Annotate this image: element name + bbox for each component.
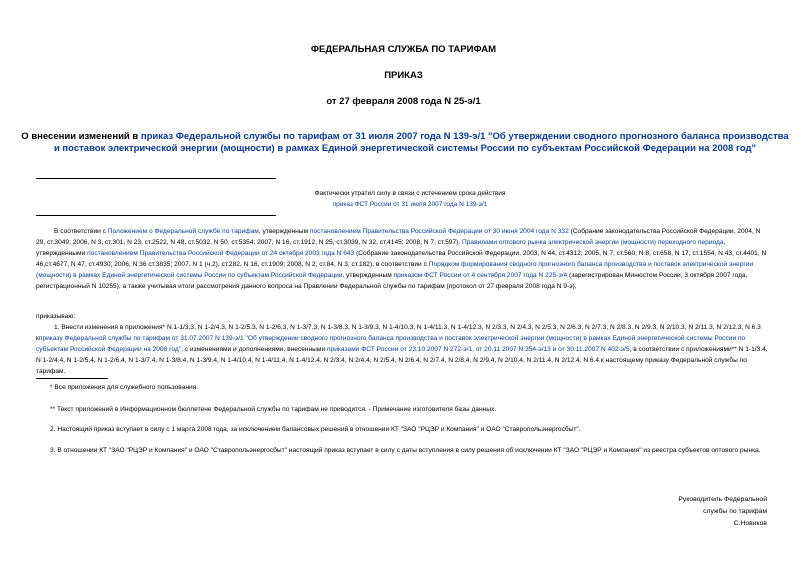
orders-label: приказываю: (36, 313, 76, 320)
link-resolution-643[interactable]: постановлением Правительства Российской Федерации от 24 октября 2003 года N 643 (87, 250, 355, 257)
text: 1. Внести изменения в приложения* N 1-1/3.3, N 1-2/4.3, N 1-2/5.3, N 1-2/6.3, N 1-3/7.3, N 1-3/8.3, N 1-3/9.3, N 1-4/10.3, N 1-4/11.3, N 1-4/12.3, N 2/3.3, N 2/4.3, N 2/5.3, N 2/6.3, N 2/7.3, N 2/8.3, N 2/9.3, N 2/10.3, N 2/11.3, N 2/12.3, N 6.3 к (36, 324, 761, 342)
document-date-number: от 27 февраля 2008 года N 25-э/1 (326, 96, 481, 107)
agency-name: ФЕДЕРАЛЬНАЯ СЛУЖБА ПО ТАРИФАМ (310, 44, 497, 55)
title-prefix: О внесении изменений в (21, 131, 141, 142)
footnote-1: * Все приложения для служебного пользования. (50, 384, 199, 391)
link-order-225[interactable]: приказом ФСТ России от 4 сентября 2007 года N 225-э/4 (393, 272, 568, 279)
text: (зарегистрирован Минюстом России, 3 октября 2007 года, регистрационный N 10255), а также учитывая итоги рассмотрения данного вопроса на Правлении Федеральной службы по тарифам (протокол от 27 февраля 2008 года N 9-э), (36, 272, 748, 290)
title-link[interactable]: приказ Федеральной службы по тарифам от 31 июля 2007 года N 139-э/1 "Об утверждении сводного прогнозного баланса производства и поставок электрической энергии (мощности) в рамках Единой энергетической системы России по субъектам Российской Федерации на 2008 год" (53, 131, 789, 154)
link-regulation[interactable]: Положением о Федеральной службе по тарифам (107, 228, 259, 235)
link-market-rules[interactable]: Правилами оптового рынка электрической энергии (мощности) переходного периода (462, 239, 724, 246)
signature-block (678, 494, 767, 530)
document-title (20, 131, 790, 155)
signature-name: С.Новиков (733, 520, 767, 527)
link-amending-orders[interactable]: приказами ФСТ России от 23.10.2007 N 272-э/1, от 20.11.2007 N 354-э/13 и от 30.11.2007 N 402-э/5 (326, 346, 630, 353)
text: , в соответствии с приложениями** N 1-1/3.4, N 1-2/4.4, N 1-2/5.4, N 1-2/6.4, N 1-3/7.4, N 1-3/8.4, N 1-3/9.4, N 1-4/10.4, N 1-4/11.4, N 1-4/12.4, N 2/3.4, N 2/4.4, N 2/5.4, N 2/6.4, N 2/7.4, N 2/8.4, N 2/9.4, N 2/10.4, N 2/11.4, N 2/12.4, N 6.4 к настоящему приказу Федеральной службы по тарифам. (36, 346, 768, 375)
item-3: 3. В отношении КТ "ЗАО "РЦЭР и Компания" и ОАО "Ставропольэнергосбыт" настоящий приказ вступает в силу с даты вступления в силу решения об исключении КТ "ЗАО "РЦЭР и Компания" из реестра субъектов оптового рынка. (50, 447, 761, 454)
divider-top (36, 178, 276, 179)
expired-note (200, 188, 620, 210)
text: (Собрание законодательства Российской Федерации, 2003, N 44, ст.4312; 2005, N 7, ст.560, N 8, ст.658, N 17, ст.1554, N 43, ст.4401, N 46,ст.4677, N 47, ст.4930; 2006, N 36 ст.3835; 2007, N 1 (ч.2), ст.282, N 16, ст.1909; 2008, N 2, ст.84, N 3, ст.182), в соответствии с (36, 250, 767, 268)
signature-org: службы по тарифам (703, 508, 767, 515)
text: , утвержденным (258, 228, 310, 235)
text: В соответствии с (54, 228, 108, 235)
link-order-139[interactable]: приказу Федеральной службы по тарифам от 31.07.2007 N 139-э/1 "Об утверждении сводного прогнозного баланса производства и поставок электрической энергии (мощности) в рамках Единой энергетической системы России по субъектам Российской Федерации на 2008 год" (36, 335, 746, 353)
expired-line: Фактически утратил силу в связи с истечением срока действия (314, 190, 506, 197)
link-balance-procedure[interactable]: Порядком формирования сводного прогнозного баланса производства и поставок электрической энергии (мощности) в рамках Единой энергетической системы России по субъектам Российской Федерации (36, 261, 754, 279)
preamble-paragraph (36, 226, 769, 292)
expired-link[interactable]: приказ ФСТ России от 31 июля 2007 года N 139-э/1 (332, 201, 488, 208)
link-resolution-332[interactable]: постановлением Правительства Российской Федерации от 30 июня 2004 года N 332 (309, 228, 569, 235)
item-2: 2. Настоящий приказ вступает в силу с 1 марта 2008 года, за исключением балансовых решений в отношении КТ "ЗАО "РЦЭР и Компания" и ОАО "Ставропольэнергосбыт". (50, 426, 581, 433)
text: (Собрание законодательства Российской Федерации, 2004, N 29, ст.3049; 2006, N 3, ст.301, N 23, ст.2522, N 48, ст.5032, N 50, ст.5354; 2007, N 16, ст.1912, N 25, ст.3039, N 32, ст.4145; 2008, N 7, ст.597). (36, 228, 761, 246)
footnote-2: ** Текст приложений в Информационном бюллетене Федеральной службы по тарифам не приводится. - Примечание изготовителя базы данных. (50, 406, 497, 413)
divider-bottom (36, 215, 276, 216)
text: , утвержденными (36, 239, 726, 257)
footnote-divider (36, 378, 108, 379)
text: , с изменениями и дополнениями, внесенными (181, 346, 326, 353)
signature-title: Руководитель Федеральной (678, 496, 767, 503)
text: , утвержденным (342, 272, 394, 279)
document-type: ПРИКАЗ (384, 70, 423, 81)
item-1 (36, 322, 769, 377)
